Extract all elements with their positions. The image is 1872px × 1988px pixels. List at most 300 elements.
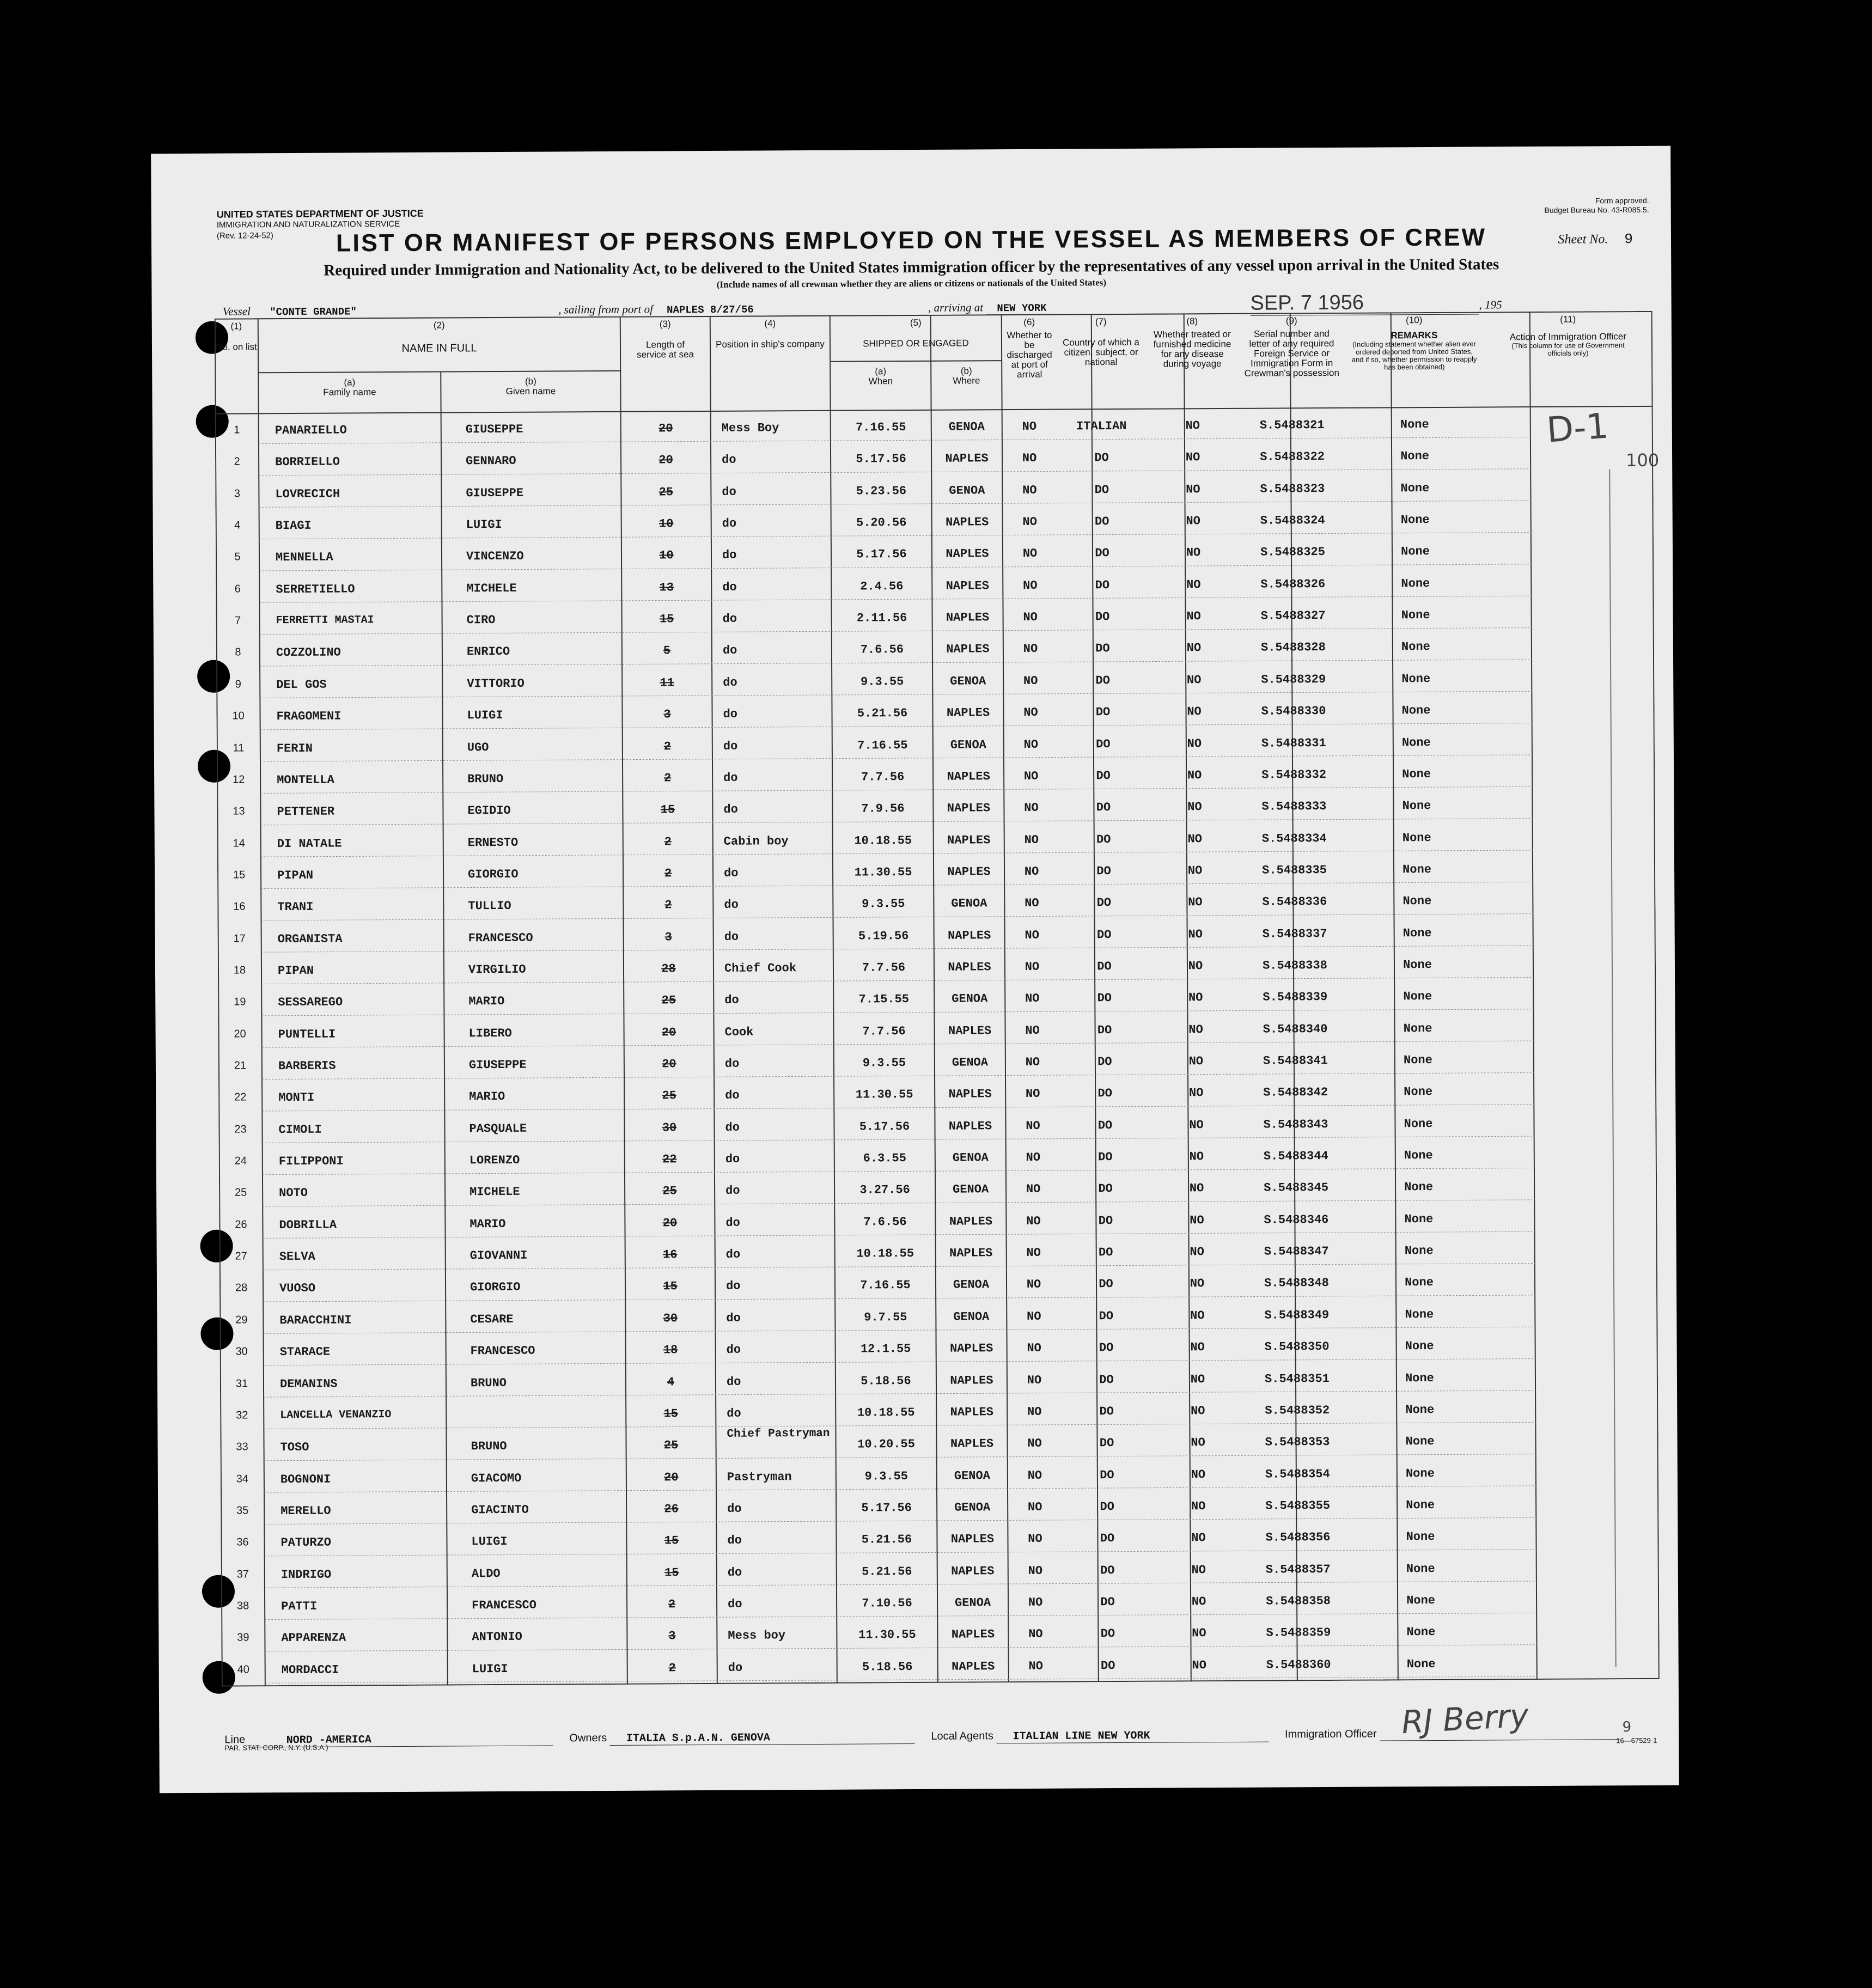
cell-service: 3	[664, 930, 672, 944]
cell-given: PASQUALE	[469, 1121, 527, 1136]
line-label: Line	[224, 1734, 246, 1746]
cell-discharge: NO	[1024, 864, 1039, 879]
cell-treated: NO	[1190, 1372, 1205, 1386]
cell-when: 7.16.55	[857, 738, 908, 753]
cell-treated: NO	[1190, 1277, 1205, 1291]
cell-position: do	[728, 1661, 743, 1675]
cell-country: DO	[1100, 1532, 1115, 1546]
cell-remarks: None	[1404, 1085, 1433, 1099]
cell-country: DO	[1098, 1182, 1113, 1196]
cell-discharge: NO	[1023, 705, 1038, 720]
cell-serial: S.5488329	[1261, 672, 1326, 687]
cell-no: 2	[234, 455, 240, 468]
cell-remarks: None	[1402, 831, 1431, 845]
subtitle: Required under Immigration and Nationality Act, to be delivered to the United States immigration officer by the representatives of any vessel upon arrival in the United States	[324, 255, 1499, 279]
cell-serial: S.5488332	[1261, 767, 1327, 782]
cell-where: GENOA	[953, 1278, 990, 1292]
cell-serial: S.5488326	[1260, 577, 1326, 591]
cell-family: SESSAREGO	[278, 995, 343, 1010]
cell-service: 25	[662, 1184, 677, 1198]
cell-position: do	[722, 548, 737, 563]
page-title: LIST OR MANIFEST OF PERSONS EMPLOYED ON THE VESSEL AS MEMBERS OF CREW	[336, 223, 1487, 257]
cell-serial: S.5488350	[1264, 1340, 1330, 1354]
cell-remarks: None	[1401, 545, 1430, 559]
cell-when: 7.10.56	[862, 1596, 912, 1611]
cell-treated: NO	[1187, 736, 1202, 751]
cell-when: 11.30.55	[858, 1628, 916, 1642]
cell-position: do	[723, 802, 738, 817]
header-country	[1056, 317, 1146, 368]
cell-position: do	[722, 516, 737, 530]
cell-given: LUIGI	[467, 709, 503, 723]
cell-given: BRUNO	[471, 1440, 507, 1454]
cell-serial: S.5488342	[1263, 1086, 1328, 1100]
cell-service: 15	[664, 1565, 679, 1580]
cell-discharge: NO	[1027, 1373, 1042, 1387]
header-remarks-label: REMARKS	[1391, 330, 1438, 341]
cell-country: DO	[1097, 960, 1112, 974]
cell-given: MARIO	[469, 1217, 506, 1231]
cell-no: 33	[236, 1441, 248, 1453]
cell-treated: NO	[1190, 1340, 1205, 1355]
cell-where: NAPLES	[952, 1659, 995, 1674]
header-when-num: (a)	[875, 366, 887, 377]
cell-discharge: NO	[1025, 1023, 1040, 1038]
cell-when: 5.17.56	[856, 452, 906, 466]
header-action-note: (This column for use of Government officials only)	[1511, 341, 1625, 357]
cell-discharge: NO	[1027, 1405, 1042, 1419]
cell-no: 21	[234, 1059, 247, 1072]
cell-given: GIORGIO	[468, 867, 519, 882]
cell-when: 2.11.56	[856, 611, 907, 625]
cell-position: do	[726, 1343, 741, 1357]
cell-serial: S.5488338	[1262, 958, 1327, 973]
cell-where: NAPLES	[950, 1437, 994, 1451]
cell-remarks: None	[1406, 1530, 1435, 1544]
cell-discharge: NO	[1026, 1150, 1041, 1164]
cell-when: 5.21.56	[862, 1564, 912, 1579]
cell-no: 34	[236, 1472, 249, 1485]
cell-where: GENOA	[949, 484, 985, 498]
cell-serial: S.5488333	[1261, 800, 1327, 814]
cell-service: 30	[662, 1120, 677, 1135]
cell-given: CESARE	[470, 1312, 514, 1327]
cell-given: FRANCESCO	[470, 1344, 535, 1358]
cell-where: NAPLES	[947, 801, 991, 815]
cell-service: 15	[663, 1407, 679, 1421]
cell-no: 16	[233, 900, 246, 913]
cell-service: 10	[658, 517, 674, 531]
cell-position: do	[726, 1311, 741, 1325]
cell-family: DI NATALE	[277, 837, 342, 851]
cell-treated: NO	[1191, 1563, 1206, 1577]
cell-remarks: None	[1404, 1212, 1434, 1227]
cell-discharge: NO	[1023, 610, 1038, 625]
cell-when: 7.6.56	[860, 643, 904, 657]
cell-treated: NO	[1191, 1531, 1206, 1545]
cell-position: do	[724, 898, 739, 912]
cell-remarks: None	[1403, 1053, 1432, 1068]
cell-remarks: None	[1401, 672, 1431, 686]
cell-remarks: None	[1400, 418, 1429, 432]
cell-position: do	[725, 1216, 740, 1230]
cell-country: DO	[1099, 1404, 1114, 1419]
cell-given: TULLIO	[468, 899, 511, 913]
cell-given: MARIO	[469, 1090, 505, 1104]
cell-country: DO	[1094, 515, 1109, 529]
cell-serial: S.5488334	[1261, 831, 1327, 846]
cell-family: DOBRILLA	[279, 1218, 337, 1232]
header-shipped	[830, 318, 1002, 349]
cell-service: 2	[668, 1661, 676, 1675]
crew-table	[215, 311, 1660, 1687]
cell-no: 23	[234, 1123, 247, 1136]
cell-service: 30	[663, 1312, 678, 1326]
cell-family: PANARIELLO	[275, 423, 347, 438]
cell-no: 9	[235, 678, 241, 691]
cell-treated: NO	[1191, 1467, 1206, 1481]
cell-discharge: NO	[1025, 992, 1040, 1006]
cell-where: GENOA	[953, 1182, 989, 1197]
cell-service: 10	[659, 548, 674, 563]
cell-service: 28	[661, 962, 676, 976]
header-family-num: (a)	[344, 377, 356, 388]
cell-treated: NO	[1186, 609, 1201, 624]
cell-position: do	[723, 771, 738, 785]
cell-service: 4	[667, 1375, 675, 1389]
header-country-label: Country of which a citizen, subject, or national	[1063, 337, 1139, 368]
cell-no: 31	[235, 1377, 248, 1390]
cell-no: 11	[233, 741, 245, 754]
header-treated-label: Whether treated or furnished medicine for any disease during voyage	[1153, 328, 1231, 369]
header-when-label: When	[868, 376, 893, 387]
cell-given: MICHELE	[469, 1185, 520, 1199]
cell-remarks: None	[1405, 1402, 1435, 1417]
cell-given: EGIDIO	[467, 804, 511, 818]
cell-treated: NO	[1189, 1181, 1204, 1196]
cell-service: 20	[658, 422, 673, 436]
cell-discharge: NO	[1023, 642, 1038, 656]
cell-treated: NO	[1190, 1245, 1204, 1259]
cell-service: 20	[664, 1470, 679, 1484]
cell-serial: S.5488328	[1260, 641, 1326, 655]
cell-where: NAPLES	[950, 1405, 993, 1419]
cell-given: ANTONIO	[472, 1630, 522, 1644]
cell-family: PETTENER	[277, 804, 335, 819]
cell-position: do	[727, 1533, 742, 1548]
cell-serial: S.5488335	[1262, 863, 1327, 877]
cell-where: NAPLES	[949, 1246, 993, 1260]
cell-position: do	[727, 1565, 742, 1580]
cell-service: 2	[663, 739, 672, 753]
cell-discharge: NO	[1026, 1119, 1040, 1133]
header-family	[258, 377, 441, 398]
cell-where: NAPLES	[946, 611, 990, 625]
cell-serial: S.5488354	[1265, 1467, 1330, 1481]
cell-no: 5	[234, 551, 241, 563]
cell-treated: NO	[1191, 1595, 1206, 1609]
cell-country: DO	[1096, 801, 1111, 815]
cell-serial: S.5488349	[1264, 1308, 1330, 1322]
cell-given: GIORGIO	[469, 1280, 521, 1295]
cell-treated: NO	[1188, 1022, 1203, 1037]
cell-serial: S.5488346	[1264, 1212, 1329, 1227]
cell-when: 5.18.56	[862, 1660, 913, 1674]
cell-treated: NO	[1188, 1054, 1204, 1069]
cell-position: do	[724, 993, 739, 1008]
cell-when: 7.16.55	[860, 1278, 911, 1292]
cell-family: SERRETIELLO	[276, 582, 355, 596]
cell-service: 25	[661, 993, 676, 1008]
cell-discharge: NO	[1026, 1182, 1041, 1197]
cell-position: do	[725, 1279, 741, 1294]
arriving-port: NEW YORK	[997, 302, 1047, 315]
cell-no: 15	[233, 869, 246, 881]
cell-given: GIUSEPPE	[465, 422, 523, 437]
cell-given: FRANCESCO	[472, 1598, 536, 1613]
cell-serial: S.5488340	[1263, 1022, 1328, 1036]
sheet-value: 9	[1624, 231, 1633, 248]
form-approval	[1544, 196, 1649, 215]
cell-remarks: None	[1403, 894, 1432, 908]
cell-treated: NO	[1188, 895, 1203, 910]
cell-when: 11.30.55	[854, 865, 912, 880]
cell-discharge: NO	[1025, 1087, 1040, 1101]
cell-family: MONTI	[278, 1091, 315, 1105]
cell-no: 36	[236, 1536, 249, 1548]
header-discharge	[1003, 318, 1056, 380]
cell-service: 22	[662, 1152, 677, 1167]
header-service-num: (3)	[659, 319, 671, 330]
cell-discharge: NO	[1022, 419, 1037, 434]
cell-country: DO	[1097, 1023, 1112, 1037]
cell-remarks: None	[1406, 1498, 1435, 1513]
cell-country: DO	[1096, 864, 1111, 879]
footer-line	[224, 1696, 1632, 1747]
header-remarks-num: (10)	[1406, 315, 1423, 326]
cell-country: DO	[1098, 1213, 1113, 1228]
cell-when: 7.7.56	[862, 961, 906, 975]
cell-service: 5	[663, 644, 671, 658]
header-service-label: Length of service at sea	[637, 339, 694, 360]
cell-position: Chief Cook	[724, 961, 797, 975]
cell-discharge: NO	[1028, 1532, 1042, 1546]
cell-given: MARIO	[468, 995, 505, 1009]
cell-treated: NO	[1188, 927, 1203, 941]
cell-treated: NO	[1186, 577, 1201, 592]
cell-serial: S.5488360	[1266, 1657, 1331, 1672]
form-number: 16—67529-1	[1616, 1736, 1657, 1745]
cell-where: GENOA	[952, 1151, 989, 1165]
cell-service: 20	[662, 1216, 678, 1230]
header-family-label: Family name	[323, 387, 376, 398]
cell-where: NAPLES	[949, 1341, 993, 1356]
cell-no: 25	[234, 1186, 247, 1199]
cell-country: ITALIAN	[1076, 419, 1127, 434]
cell-no: 39	[237, 1631, 249, 1644]
cell-serial: S.5488330	[1261, 704, 1326, 718]
header-serial	[1239, 316, 1345, 379]
cell-treated: NO	[1191, 1499, 1206, 1514]
subtitle-note: (Include names of all crewman whether they are aliens or citizens or nationals of the United States)	[716, 277, 1107, 290]
cell-family: PUNTELLI	[278, 1027, 336, 1041]
cell-service: 15	[664, 1534, 679, 1548]
cell-remarks: None	[1405, 1466, 1435, 1480]
cell-given: GIOVANNI	[469, 1248, 528, 1263]
cell-where: GENOA	[952, 1056, 988, 1070]
cell-given: VIRGILIO	[468, 962, 526, 977]
agents-value: ITALIAN LINE NEW YORK	[1013, 1729, 1150, 1743]
sailing-port: NAPLES 8/27/56	[667, 303, 754, 316]
cell-when: 6.3.55	[863, 1151, 906, 1166]
cell-where: NAPLES	[945, 452, 989, 466]
cell-given: FRANCESCO	[468, 931, 533, 945]
agency-name: UNITED STATES DEPARTMENT OF JUSTICE	[216, 208, 424, 220]
cell-country: DO	[1097, 1087, 1112, 1101]
cell-country: DO	[1099, 1436, 1114, 1450]
agency-service: IMMIGRATION AND NATURALIZATION SERVICE	[216, 219, 400, 230]
header-name	[258, 320, 620, 354]
header-action	[1484, 314, 1653, 358]
cell-treated: NO	[1187, 864, 1203, 878]
cell-country: DO	[1095, 546, 1109, 560]
cell-family: APPARENZA	[281, 1631, 346, 1645]
cell-position: Chief Pastryman	[727, 1428, 830, 1441]
year-label: , 195	[1479, 298, 1502, 312]
cell-serial: S.5488331	[1261, 736, 1326, 751]
cell-service: 15	[659, 612, 674, 626]
cell-position: do	[722, 612, 737, 626]
cell-serial: S.5488341	[1263, 1054, 1328, 1068]
cell-given: GIUSEPPE	[468, 1058, 527, 1072]
cell-no: 1	[234, 424, 240, 436]
cell-family: MONTELLA	[277, 773, 334, 787]
cell-discharge: NO	[1022, 515, 1037, 529]
cell-service: 13	[659, 581, 674, 595]
cell-remarks: None	[1406, 1657, 1436, 1671]
cell-remarks: None	[1403, 958, 1432, 972]
cell-family: FRAGOMENI	[276, 709, 342, 724]
cell-service: 2	[668, 1597, 676, 1612]
cell-service: 3	[663, 708, 671, 722]
cell-country: DO	[1100, 1658, 1115, 1673]
cell-remarks: None	[1401, 608, 1430, 623]
cell-family: MORDACCI	[281, 1663, 339, 1677]
cell-where: NAPLES	[950, 1532, 995, 1546]
cell-position: Cook	[724, 1025, 754, 1039]
cell-treated: NO	[1189, 1118, 1204, 1132]
cell-family: MENNELLA	[275, 550, 333, 565]
cell-when: 11.30.55	[855, 1088, 913, 1102]
cell-treated: NO	[1186, 482, 1200, 497]
cell-no: 18	[233, 964, 246, 977]
cell-where: GENOA	[953, 1310, 990, 1324]
cell-when: 5.17.56	[856, 547, 907, 562]
cell-family: BIAGI	[275, 519, 312, 533]
cell-where: GENOA	[951, 897, 987, 911]
header-no-num: (1)	[230, 321, 242, 332]
cell-no: 7	[235, 614, 241, 627]
cell-country: DO	[1095, 578, 1110, 593]
cell-remarks: None	[1406, 1562, 1435, 1576]
cell-position: do	[725, 1247, 741, 1261]
cell-country: DO	[1096, 928, 1112, 942]
cell-no: 30	[235, 1345, 248, 1358]
cell-country: DO	[1094, 483, 1109, 497]
cell-country: DO	[1099, 1309, 1114, 1324]
cell-when: 5.18.56	[861, 1374, 911, 1388]
cell-given: LUIGI	[466, 518, 502, 532]
cell-service: 2	[664, 834, 672, 849]
cell-treated: NO	[1187, 832, 1203, 846]
cell-position: do	[724, 866, 739, 880]
cell-country: DO	[1100, 1499, 1114, 1514]
header-position-label: Position in ship's company	[716, 338, 825, 350]
cell-position: do	[724, 1057, 740, 1071]
cell-serial: S.5488321	[1259, 418, 1325, 432]
cell-country: DO	[1096, 896, 1112, 910]
cell-treated: NO	[1186, 546, 1201, 560]
cell-when: 9.7.55	[864, 1310, 907, 1325]
cell-remarks: None	[1405, 1276, 1434, 1290]
cell-serial: S.5488337	[1262, 926, 1327, 941]
cell-when: 9.3.55	[864, 1469, 908, 1484]
cell-serial: S.5488355	[1265, 1498, 1331, 1513]
sheet-number	[1558, 231, 1633, 248]
cell-service: 18	[663, 1343, 678, 1357]
cell-when: 5.20.56	[856, 516, 907, 530]
cell-position: do	[728, 1597, 742, 1611]
cell-no: 29	[235, 1314, 248, 1326]
cell-no: 19	[234, 996, 246, 1008]
cell-where: GENOA	[954, 1468, 990, 1483]
cell-remarks: None	[1406, 1593, 1436, 1608]
cell-discharge: NO	[1023, 769, 1039, 783]
cell-position: do	[724, 930, 739, 944]
header-no	[215, 321, 258, 352]
header-treated	[1146, 316, 1239, 369]
form-approved-label: Form approved.	[1595, 196, 1649, 205]
cell-family: FILIPPONI	[278, 1154, 344, 1169]
header-where-label: Where	[953, 375, 980, 386]
cell-no: 40	[237, 1663, 249, 1676]
cell-when: 10.18.55	[854, 833, 912, 848]
manifest-sheet	[151, 146, 1679, 1794]
cell-discharge: NO	[1027, 1309, 1041, 1324]
cell-where: NAPLES	[948, 1023, 992, 1038]
cell-discharge: NO	[1027, 1500, 1042, 1514]
cell-where: NAPLES	[946, 642, 990, 657]
cell-position: do	[723, 707, 738, 721]
cell-serial: S.5488359	[1266, 1626, 1331, 1640]
cell-service: 2	[664, 898, 672, 912]
cell-where: NAPLES	[948, 1087, 992, 1102]
cell-family: NOTO	[279, 1186, 308, 1200]
header-name-label: NAME IN FULL	[401, 342, 477, 355]
cell-where: NAPLES	[951, 1627, 995, 1642]
header-when	[830, 367, 931, 387]
cell-no: 12	[232, 773, 245, 786]
cell-discharge: NO	[1022, 547, 1038, 561]
cell-given: GIUSEPPE	[466, 486, 524, 500]
cell-when: 5.19.56	[858, 929, 909, 943]
cell-where: NAPLES	[946, 515, 989, 529]
cell-family: FERRETTI MASTAI	[276, 614, 374, 627]
cell-when: 5.17.56	[861, 1501, 912, 1515]
cell-family: TRANI	[277, 900, 314, 914]
cell-position: do	[722, 644, 737, 658]
header-action-label: Action of Immigration Officer	[1509, 331, 1627, 343]
